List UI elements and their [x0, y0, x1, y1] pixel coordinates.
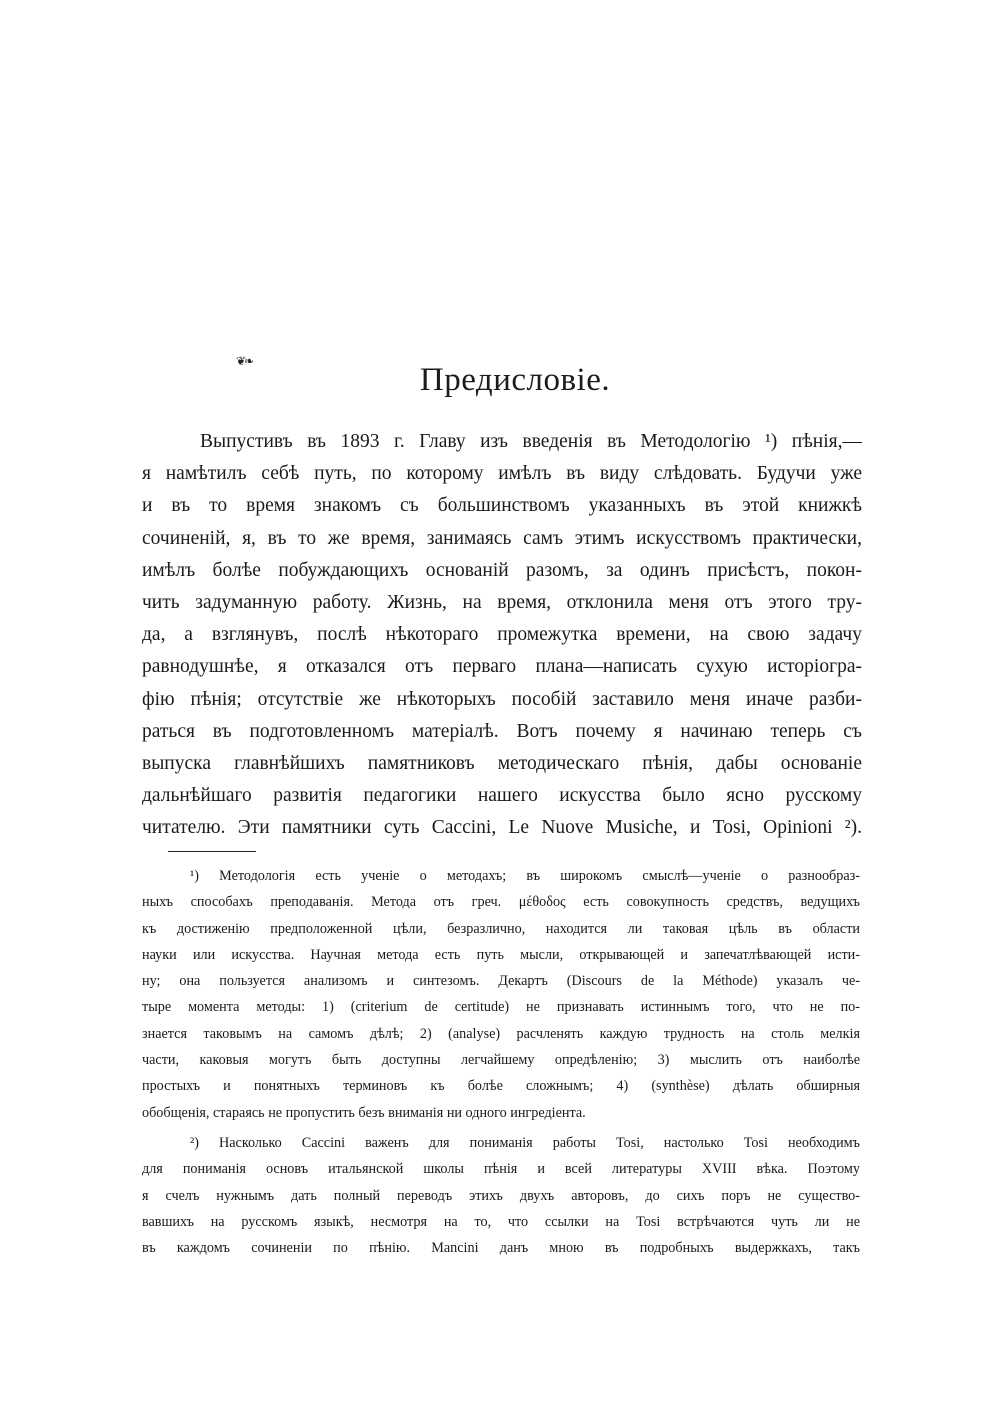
page-title: Предисловіе. [419, 362, 611, 398]
footnote-line: ныхъ способахъ преподаванія. Метода отъ греч. μέθοδος есть совокупность средствъ, ведущихъ [142, 894, 860, 911]
body-line: сочиненій, я, въ то же время, занимаясь самъ этимъ искусствомъ практически, [142, 527, 862, 549]
footnote-line: ²) Насколько Caccini важенъ для пониманія работы Tosi, настолько Tosi необходимъ [190, 1134, 860, 1151]
footnote-divider [168, 851, 256, 852]
body-line: равнодушнѣе, я отказался отъ перваго плана—написать сухую исторіогра- [142, 656, 862, 678]
footnote-line: простыхъ и понятныхъ терминовъ къ болѣе сложнымъ; 4) (synthèse) дѣлать обширныя [142, 1078, 860, 1095]
body-text [142, 426, 862, 844]
footnotes [142, 863, 860, 1261]
footnote-line: вавшихъ на русскомъ языкѣ, несмотря на то, что ссылки на Tosi встрѣчаются чуть ли не [142, 1213, 860, 1230]
footnote-line: для пониманія основъ итальянской школы пѣнія и всей литературы XVIII вѣка. Поэтому [142, 1161, 860, 1178]
body-line: имѣлъ болѣе побуждающихъ основаній разомъ, за одинъ присѣстъ, покон- [142, 559, 862, 581]
ornament: ❦❧ [236, 354, 253, 368]
footnote-2 [142, 1130, 860, 1261]
footnote-line: обобщенія, стараясь не пропустить безъ вниманія ни одного ингредіента. [142, 1104, 586, 1121]
body-line: выпуска главнѣйшихъ памятниковъ методическаго пѣнія, дабы основаніе [142, 752, 862, 774]
body-line: дальнѣйшаго развитія педагогики нашего искусства было ясно русскому [142, 785, 862, 807]
body-line: и въ то время знакомъ съ большинствомъ указанныхъ въ этой книжкѣ [142, 495, 862, 517]
footnote-line: тыре момента методы: 1) (criterium de certitude) не признавать истиннымъ того, что не по- [142, 999, 860, 1016]
body-line: фію пѣнія; отсутствіе же нѣкоторыхъ пособій заставило меня иначе разби- [142, 688, 862, 710]
body-line: Выпустивъ въ 1893 г. Главу изъ введенія въ Методологію ¹) пѣнія,— [200, 431, 862, 452]
footnote-line: къ достиженію предположенной цѣли, безразлично, находится ли таковая цѣль въ области [142, 920, 860, 937]
footnote-line: я счелъ нужнымъ дать полный переводъ этихъ двухъ авторовъ, до сихъ поръ не существо- [142, 1187, 860, 1204]
footnote-1 [142, 863, 860, 1126]
footnote-line: знается таковымъ на самомъ дѣлѣ; 2) (analyse) расчленять каждую трудность на столь мелкія [142, 1025, 860, 1042]
body-line: раться въ подготовленномъ матеріалѣ. Вотъ почему я начинаю теперь съ [142, 720, 862, 742]
body-line: да, а взглянувъ, послѣ нѣкотораго промежутка времени, на свою задачу [142, 624, 862, 646]
footnote-line: ну; она пользуется анализомъ и синтезомъ. Декартъ (Discours de la Méthode) указалъ че- [142, 973, 860, 990]
body-line: чить задуманную работу. Жизнь, на время, отклонила меня отъ этого тру- [142, 591, 862, 613]
body-line: я намѣтилъ себѣ путь, по которому имѣлъ въ виду слѣдовать. Будучи уже [142, 463, 862, 485]
footnote-line: ¹) Методологія есть ученіе о методахъ; въ широкомъ смыслѣ—ученіе о разнообраз- [190, 868, 860, 884]
footnote-line: въ каждомъ сочиненіи по пѣнію. Mancini данъ мною въ подробныхъ выдержкахъ, такъ [142, 1240, 860, 1257]
footnote-line: науки или искусства. Научная метода есть путь мысли, открывающей и запечатлѣвающей исти- [142, 946, 860, 963]
footnote-line: части, каковыя могутъ быть доступны легчайшему опредѣленію; 3) мыслить отъ наиболѣе [142, 1052, 860, 1069]
body-line: читателю. Эти памятники суть Caccini, Le Nuove Musiche, и Tosi, Opinioni ²). [142, 817, 862, 839]
